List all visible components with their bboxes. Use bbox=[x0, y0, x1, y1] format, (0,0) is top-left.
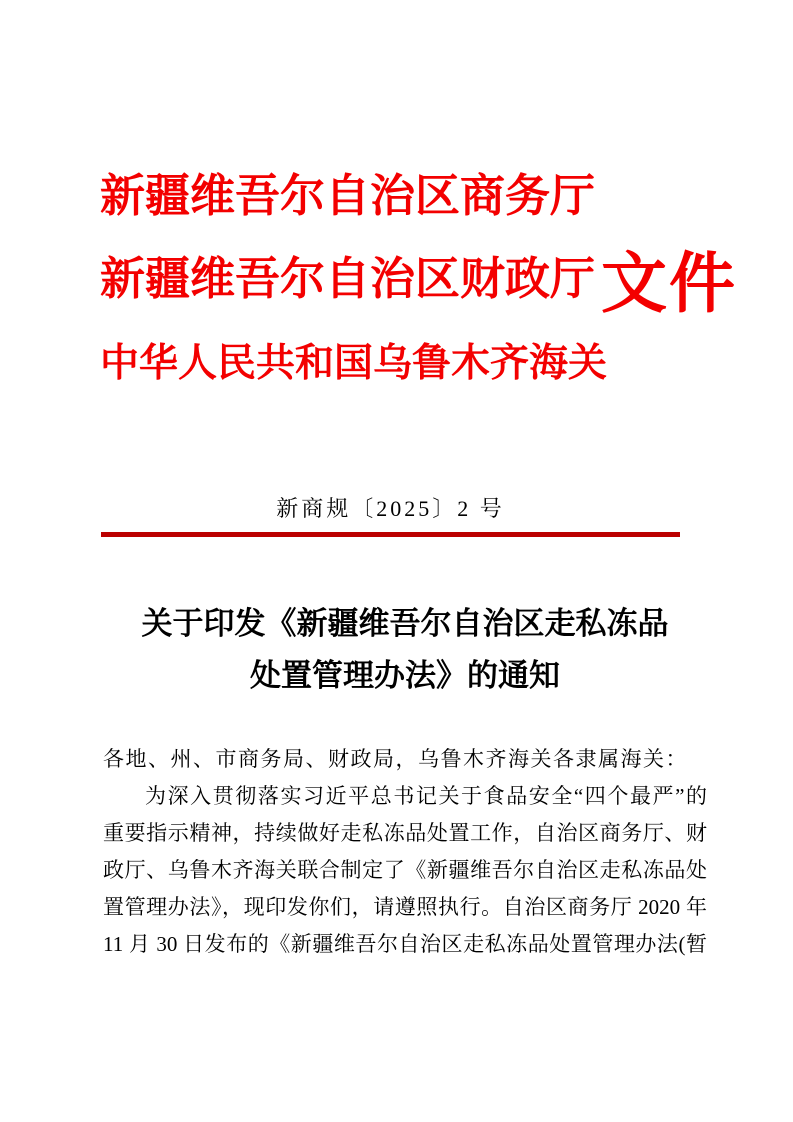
paragraph-line: 为深入贯彻落实习近平总书记关于食品安全“四个最严”的 bbox=[145, 784, 707, 808]
agency-name-finance: 新疆维吾尔自治区财政厅 bbox=[100, 254, 596, 304]
wenjian-suffix: 文件 bbox=[601, 248, 738, 321]
red-divider-rule bbox=[101, 532, 680, 537]
salutation-line: 各地、州、市商务局、财政局，乌鲁木齐海关各隶属海关： bbox=[103, 747, 688, 771]
document-number: 新商规〔2025〕2 号 bbox=[276, 496, 505, 521]
document-title bbox=[103, 598, 707, 702]
agency-name-customs: 中华人民共和国乌鲁木齐海关 bbox=[100, 342, 608, 385]
agency-name-finance-line bbox=[100, 248, 738, 321]
document-body bbox=[103, 741, 707, 963]
document-title-line1: 关于印发《新疆维吾尔自治区走私冻品 bbox=[141, 606, 669, 641]
paragraph-line: 政厅、乌鲁木齐海关联合制定了《新疆维吾尔自治区走私冻品处 bbox=[103, 858, 707, 882]
agency-name-commerce: 新疆维吾尔自治区商务厅 bbox=[100, 171, 596, 221]
paragraph-line: 置管理办法》，现印发你们，请遵照执行。自治区商务厅 2020 年 bbox=[103, 895, 707, 919]
document-title-line2: 处置管理办法》的通知 bbox=[250, 658, 560, 693]
paragraph-line: 11 月 30 日发布的《新疆维吾尔自治区走私冻品处置管理办法(暂 bbox=[103, 932, 707, 956]
paragraph-line: 重要指示精神，持续做好走私冻品处置工作，自治区商务厅、财 bbox=[103, 821, 707, 845]
